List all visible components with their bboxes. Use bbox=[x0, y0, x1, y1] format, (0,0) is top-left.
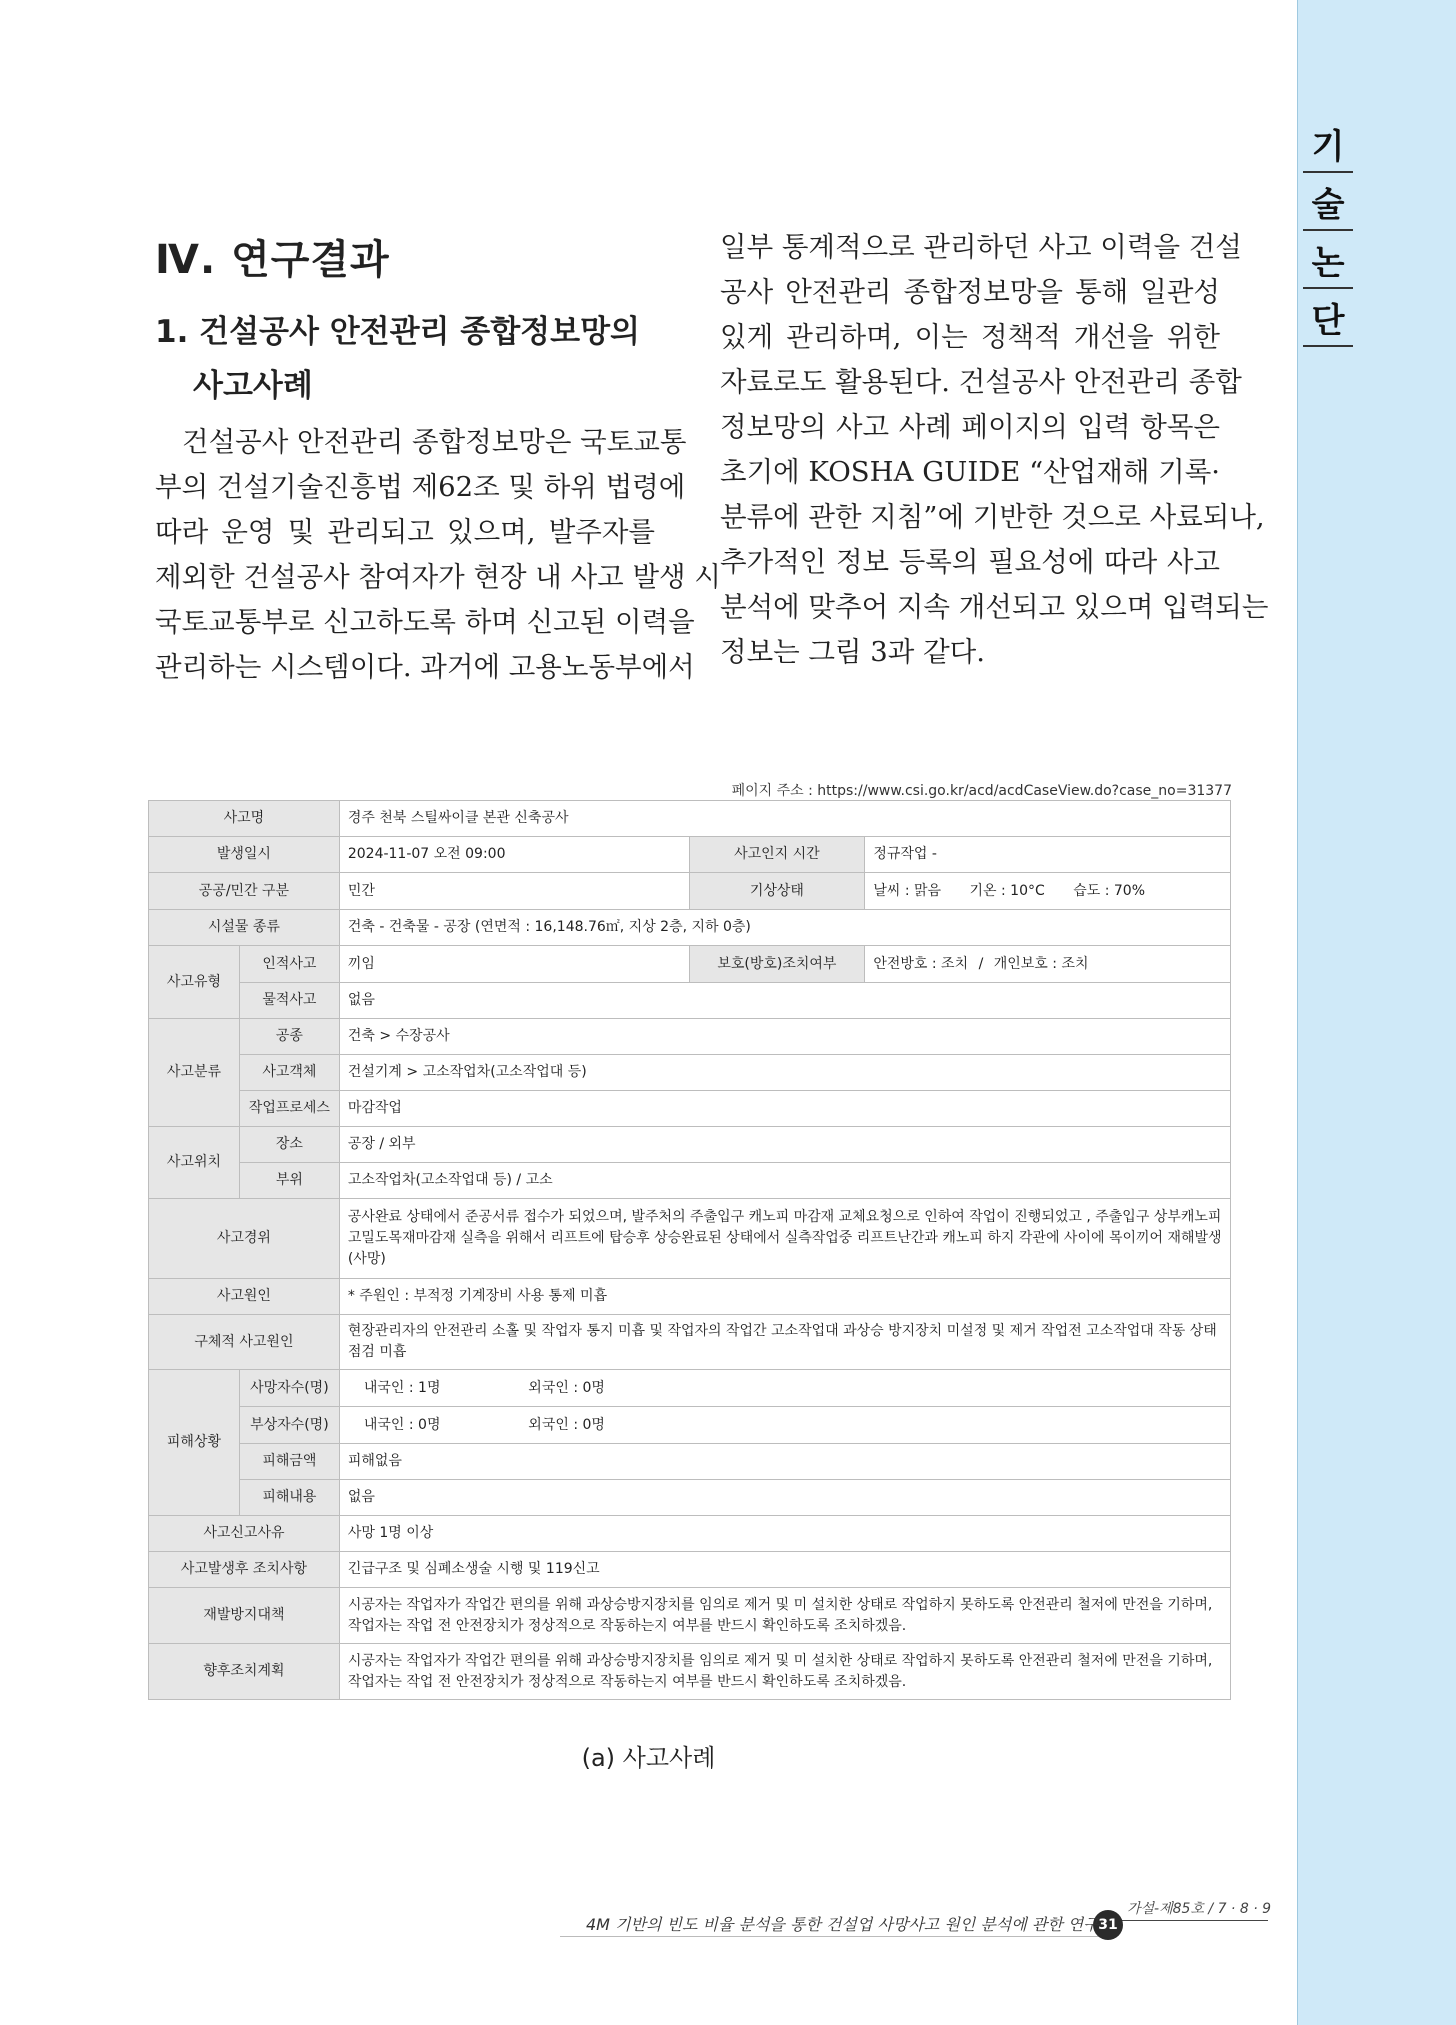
cell-label: 피해내용 bbox=[239, 1480, 339, 1516]
text-line: 공사 안전관리 종합정보망을 통해 일관성 bbox=[720, 276, 1220, 308]
death-foreign: 외국인 : 0명 bbox=[528, 1379, 605, 1396]
cell-value: 시공자는 작업자가 작업간 편의를 위해 과상승방지장치를 임의로 제거 및 미 설치한 상태로 작업하지 못하도록 안전관리 철저에 만전을 기하며, 작업자는 작업 전 안전장치가 정상적으로 작동하는지 여부를 반드시 확인하도록 조치하겠음. bbox=[339, 1588, 1230, 1644]
left-paragraph bbox=[155, 420, 721, 690]
cell-label: 장소 bbox=[239, 1127, 339, 1163]
protect-value-2: 조치 bbox=[1061, 955, 1089, 972]
text-line: 관리하는 시스템이다. 과거에 고용노동부에서 bbox=[155, 651, 695, 683]
text-line: 부의 건설기술진흥법 제62조 및 하위 법령에 bbox=[155, 471, 686, 503]
text-line: 초기에 KOSHA GUIDE “산업재해 기록· bbox=[720, 456, 1221, 488]
cell-label: 사망자수(명) bbox=[239, 1370, 339, 1407]
sidebar-tab-3: 논 bbox=[1303, 231, 1353, 289]
protect-label-2: 개인보호 : bbox=[993, 955, 1057, 972]
cell-group-label: 사고분류 bbox=[149, 1019, 240, 1127]
cell-label: 부상자수(명) bbox=[239, 1407, 339, 1444]
cell-label: 물적사고 bbox=[239, 983, 339, 1019]
cell-label: 사고신고사유 bbox=[149, 1516, 340, 1552]
page-number-badge: 31 bbox=[1093, 1910, 1123, 1940]
cell-value: 민간 bbox=[339, 873, 689, 910]
cell-label: 부위 bbox=[239, 1163, 339, 1199]
footer-rule-secondary bbox=[560, 1936, 1105, 1937]
protect-label-1: 안전방호 : bbox=[873, 955, 937, 972]
accident-case-table bbox=[148, 800, 1231, 1700]
cell-value: 공장 / 외부 bbox=[339, 1127, 1230, 1163]
cell-value: 없음 bbox=[339, 1480, 1230, 1516]
death-domestic: 내국인 : 1명 bbox=[363, 1379, 441, 1396]
subsection-title-line-2: 사고사례 bbox=[193, 368, 313, 404]
subsection-title-line-1: 1. 건설공사 안전관리 종합정보망의 bbox=[155, 314, 640, 350]
right-paragraph bbox=[720, 225, 1269, 675]
cell-value: 시공자는 작업자가 작업간 편의를 위해 과상승방지장치를 임의로 제거 및 미 설치한 상태로 작업하지 못하도록 안전관리 철저에 만전을 기하며, 작업자는 작업 전 안전장치가 정상적으로 작동하는지 여부를 반드시 확인하도록 조치하겠음. bbox=[339, 1644, 1230, 1700]
cell-value bbox=[339, 1370, 1230, 1407]
sidebar-tab-1: 기 bbox=[1303, 115, 1353, 173]
text-line: 정보는 그림 3과 같다. bbox=[720, 636, 985, 668]
cell-value: 없음 bbox=[339, 983, 1230, 1019]
cell-value: 끼임 bbox=[339, 946, 689, 983]
weather-temp: 기온 : 10°C bbox=[969, 882, 1045, 899]
cell-label: 보호(방호)조치여부 bbox=[689, 946, 865, 983]
protect-separator: / bbox=[978, 955, 984, 972]
cell-value: 공사완료 상태에서 준공서류 접수가 되었으며, 발주처의 주출입구 캐노피 마감재 교체요청으로 인하여 작업이 진행되었고 , 주출입구 상부캐노피 고밀도목재마감재 실측을 위해서 리프트에 탑승후 상승완료된 상태에서 실측작업중 리프트난간과 캐노피 하지 각관에 사이에 목이끼어 재해발생(사망) bbox=[339, 1199, 1230, 1279]
cell-label: 사고객체 bbox=[239, 1055, 339, 1091]
weather-main: 날씨 : 맑음 bbox=[873, 882, 942, 899]
cell-value: 긴급구조 및 심폐소생술 시행 및 119신고 bbox=[339, 1552, 1230, 1588]
cell-value: 건설기계 > 고소작업차(고소작업대 등) bbox=[339, 1055, 1230, 1091]
cell-label: 공종 bbox=[239, 1019, 339, 1055]
text-line: 일부 통계적으로 관리하던 사고 이력을 건설 bbox=[720, 231, 1242, 263]
cell-label: 사고발생후 조치사항 bbox=[149, 1552, 340, 1588]
cell-value: 건축 > 수장공사 bbox=[339, 1019, 1230, 1055]
text-line: 자료로도 활용된다. 건설공사 안전관리 종합 bbox=[720, 366, 1242, 398]
cell-group-label: 사고위치 bbox=[149, 1127, 240, 1199]
journal-issue: 가설-제85호 / 7 · 8 · 9 bbox=[1127, 1901, 1272, 1917]
injury-foreign: 외국인 : 0명 bbox=[528, 1416, 605, 1433]
sidebar-tab-4: 단 bbox=[1303, 289, 1353, 347]
figure-url: 페이지 주소 : https://www.csi.go.kr/acd/acdCaseView.do?case_no=31377 bbox=[731, 783, 1232, 799]
cell-value: 피해없음 bbox=[339, 1444, 1230, 1480]
cell-label: 사고원인 bbox=[149, 1279, 340, 1315]
cell-value bbox=[339, 1407, 1230, 1444]
cell-value: 고소작업차(고소작업대 등) / 고소 bbox=[339, 1163, 1230, 1199]
cell-group-label: 사고유형 bbox=[149, 946, 240, 1019]
weather-humidity: 습도 : 70% bbox=[1073, 882, 1146, 899]
text-line: 따라 운영 및 관리되고 있으며, 발주자를 bbox=[155, 516, 655, 548]
cell-value: 현장관리자의 안전관리 소홀 및 작업자 통지 미흡 및 작업자의 작업간 고소작업대 과상승 방지장치 미설정 및 제거 작업전 고소작업대 작동 상태 점검 미흡 bbox=[339, 1315, 1230, 1370]
cell-value: 건축 - 건축물 - 공장 (연면적 : 16,148.76㎡, 지상 2층, 지하 0층) bbox=[339, 910, 1230, 946]
text-line: 분류에 관한 지침”에 기반한 것으로 사료되나, bbox=[720, 501, 1265, 533]
running-article-title: 4M 기반의 빈도 비율 분석을 통한 건설업 사망사고 원인 분석에 관한 연구 bbox=[586, 1915, 1099, 1934]
cell-value bbox=[865, 873, 1231, 910]
cell-value: 마감작업 bbox=[339, 1091, 1230, 1127]
sidebar-tab-2: 술 bbox=[1303, 173, 1353, 231]
cell-label: 사고인지 시간 bbox=[689, 837, 865, 873]
text-line: 분석에 맞추어 지속 개선되고 있으며 입력되는 bbox=[720, 591, 1269, 623]
injury-domestic: 내국인 : 0명 bbox=[363, 1416, 441, 1433]
text-line: 있게 관리하며, 이는 정책적 개선을 위한 bbox=[720, 321, 1220, 353]
section-title: Ⅳ. 연구결과 bbox=[155, 237, 390, 283]
subsection-title bbox=[155, 305, 640, 413]
cell-label: 사고명 bbox=[149, 801, 340, 837]
cell-label: 향후조치계획 bbox=[149, 1644, 340, 1700]
cell-label: 구체적 사고원인 bbox=[149, 1315, 340, 1370]
text-line: 제외한 건설공사 참여자가 현장 내 사고 발생 시 bbox=[155, 561, 721, 593]
cell-label: 사고경위 bbox=[149, 1199, 340, 1279]
cell-value: 정규작업 - bbox=[865, 837, 1231, 873]
cell-label: 시설물 종류 bbox=[149, 910, 340, 946]
text-line: 국토교통부로 신고하도록 하며 신고된 이력을 bbox=[155, 606, 695, 638]
cell-value: 사망 1명 이상 bbox=[339, 1516, 1230, 1552]
text-line: 건설공사 안전관리 종합정보망은 국토교통 bbox=[182, 426, 687, 458]
cell-value: 2024-11-07 오전 09:00 bbox=[339, 837, 689, 873]
footer-rule bbox=[1100, 1920, 1268, 1921]
cell-label: 재발방지대책 bbox=[149, 1588, 340, 1644]
text-line: 정보망의 사고 사례 페이지의 입력 항목은 bbox=[720, 411, 1220, 443]
cell-value: * 주원인 : 부적정 기계장비 사용 통제 미흡 bbox=[339, 1279, 1230, 1315]
cell-label: 인적사고 bbox=[239, 946, 339, 983]
cell-label: 작업프로세스 bbox=[239, 1091, 339, 1127]
protect-value-1: 조치 bbox=[941, 955, 969, 972]
figure-caption: (a) 사고사례 bbox=[581, 1744, 716, 1772]
cell-label: 피해금액 bbox=[239, 1444, 339, 1480]
cell-group-label: 피해상황 bbox=[149, 1370, 240, 1516]
cell-value: 경주 천북 스틸싸이클 본관 신축공사 bbox=[339, 801, 1230, 837]
cell-label: 기상상태 bbox=[689, 873, 865, 910]
cell-label: 발생일시 bbox=[149, 837, 340, 873]
text-line: 추가적인 정보 등록의 필요성에 따라 사고 bbox=[720, 546, 1220, 578]
cell-label: 공공/민간 구분 bbox=[149, 873, 340, 910]
cell-value bbox=[865, 946, 1231, 983]
